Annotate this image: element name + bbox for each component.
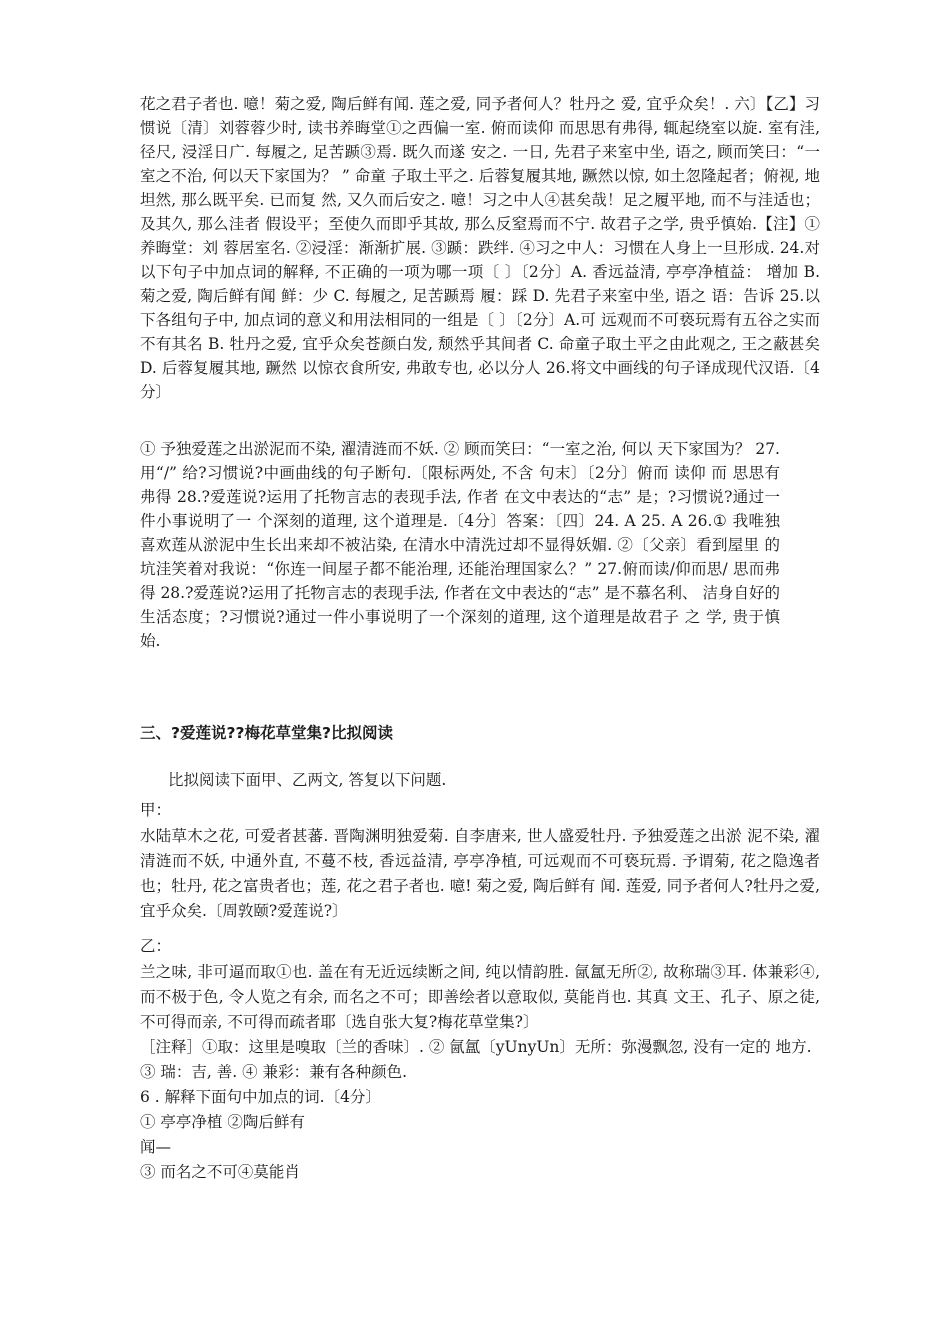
translation-and-answers: ① 予独爱莲之出淤泥而不染, 濯清涟而不妖. ② 顾而笑曰：“一室之治, 何以 天下家国为？ 27.用“/” 给?习惯说?中画曲线的句子断句.〔限标两处, 不含 句末〕〔2分〕俯而 读仰 而 思思有 弗得 28.?爱莲说?运用了托物言志的表现手法, 作者 在文中表达的“志” 是；?习惯说?通过一件小事说明了一 个深刻的道理, 这个道理是.〔4分〕答案：〔四〕24. A 25. A 26.① 我唯独 喜欢莲从淤泥中生长出来却不被沾染, 在清水中清洗过却不显得妖媚. ②〔父亲〕看到屋里 的坑洼笑着对我说：“你连一间屋子都不能治理, 还能治理国家么？” 27.俯而读/仰而思/ 思而弗得 28.?爱莲说?运用了托物言志的表现手法, 作者在文中表达的“志” 是不慕名利、 洁身自好的生活态度；?习惯说?通过一件小事说明了一个深刻的道理, 这个道理是故君子 之 学, 贵于慎始. — [140, 440, 780, 650]
text-yi-meihua-caotang-ji: 兰之味, 非可逼而取①也. 盖在有无近远续断之间, 纯以情韵胜. 氤氲无所②, 故称瑞③耳. 体兼彩④, 而不极于色, 令人览之有余, 而名之不可；即善绘者以意取似, 莫能肖也. 其真 文王、孔子、原之徒, 不可得而亲, 不可得而疏者耶〔选自张大复?梅花草堂集?〕 — [140, 963, 820, 1031]
question-6-item-3-4: ③ 而名之不可④莫能肖 — [140, 1163, 300, 1181]
question-6: 6 . 解释下面句中加点的词.〔4分〕 — [140, 1088, 381, 1106]
question-6-item-1-2: ① 亭亭净植 ②陶后鲜有 — [140, 1113, 305, 1131]
text-jia-label: 甲： — [140, 801, 172, 819]
question-6-blank: 闻— — [140, 1138, 172, 1156]
annotation-notes: ［注释］①取：这里是嗅取〔兰的香味〕. ② 氤氲〔yUnyUn〕无所：弥漫飘忽, 没有一定的 地方. ③ 瑞：吉, 善. ④ 兼彩：兼有各种颜色. — [140, 1038, 812, 1081]
text-jia-ai-lian-shuo: 水陆草木之花, 可爱者甚蕃. 晋陶渊明独爱菊. 自李唐来, 世人盛爱牡丹. 予独爱莲之出淤 泥不染, 濯清涟而不妖, 中通外直, 不蔓不枝, 香远益清, 亭亭净植, 可远观而不可亵玩焉. 予谓菊, 花之隐逸者也；牡丹, 花之富贵者也；莲, 花之君子者也. 噫! 菊之爱, 陶后鲜有 闻. 莲爱, 同予者何人?牡丹之爱, 宜乎众矣.〔周敦颐?爱莲说?〕 — [140, 827, 820, 920]
passage-yi-xiguan-shuo-and-questions: 花之君子者也. 噫！菊之爱, 陶后鲜有闻. 莲之爱, 同予者何人？牡丹之 爱, 宜乎众矣！. 六〕【乙】习惯说〔清〕刘蓉蓉少时, 读书养晦堂①之西偏一室. 俯而读仰 而思思有弗得, 辄起绕室以旋. 室有洼, 径尺, 浸淫日广. 每履之, 足苦踬③焉. 既久而遂 安之. 一日, 先君子来室中坐, 语之, 顾而笑曰：“一室之不治, 何以天下家国为？ ” 命童 子取土平之. 后蓉复履其地, 蹶然以惊, 如土忽隆起者；俯视, 地坦然, 那么既平矣. 已而复 然, 又久而后安之. 噫！习之中人④甚矣哉！足之履平地, 而不与洼适也；及其久, 那么洼者 假设平；至使久而即乎其故, 那么反窒焉而不宁. 故君子之学, 贵乎慎始.【注】①养晦堂：刘 蓉居室名. ②浸淫：渐渐扩展. ③踬：跌绊. ④习之中人：习惯在人身上一旦形成. 24.对 以下句子中加点词的解释, 不正确的一项为哪一项〔 〕〔2分〕A. 香远益清, 亭亭净植益： 增加 B. 菊之爱, 陶后鲜有闻 鲜：少 C. 每履之, 足苦踬焉 履：踩 D. 先君子来室中坐, 语之 语：告诉 25.以下各组句子中, 加点词的意义和用法相同的一组是〔 〕〔2分〕A.可 远观而不可亵玩焉有五谷之实而不有其名 B. 牡丹之爱, 宜乎众矣苍颜白发, 颓然乎其间者 C. 命童子取土平之由此观之, 王之蔽甚矣 D. 后蓉复履其地, 蹶然 以惊衣食所安, 弗敢专也, 必以分人 26.将文中画线的句子译成现代汉语.〔4分〕 — [140, 95, 820, 401]
text-yi-label: 乙： — [140, 937, 172, 955]
section-heading: 三、?爱莲说??梅花草堂集?比拟阅读 — [140, 724, 393, 742]
instruction-text: 比拟阅读下面甲、乙两文, 答复以下问题. — [168, 771, 447, 789]
